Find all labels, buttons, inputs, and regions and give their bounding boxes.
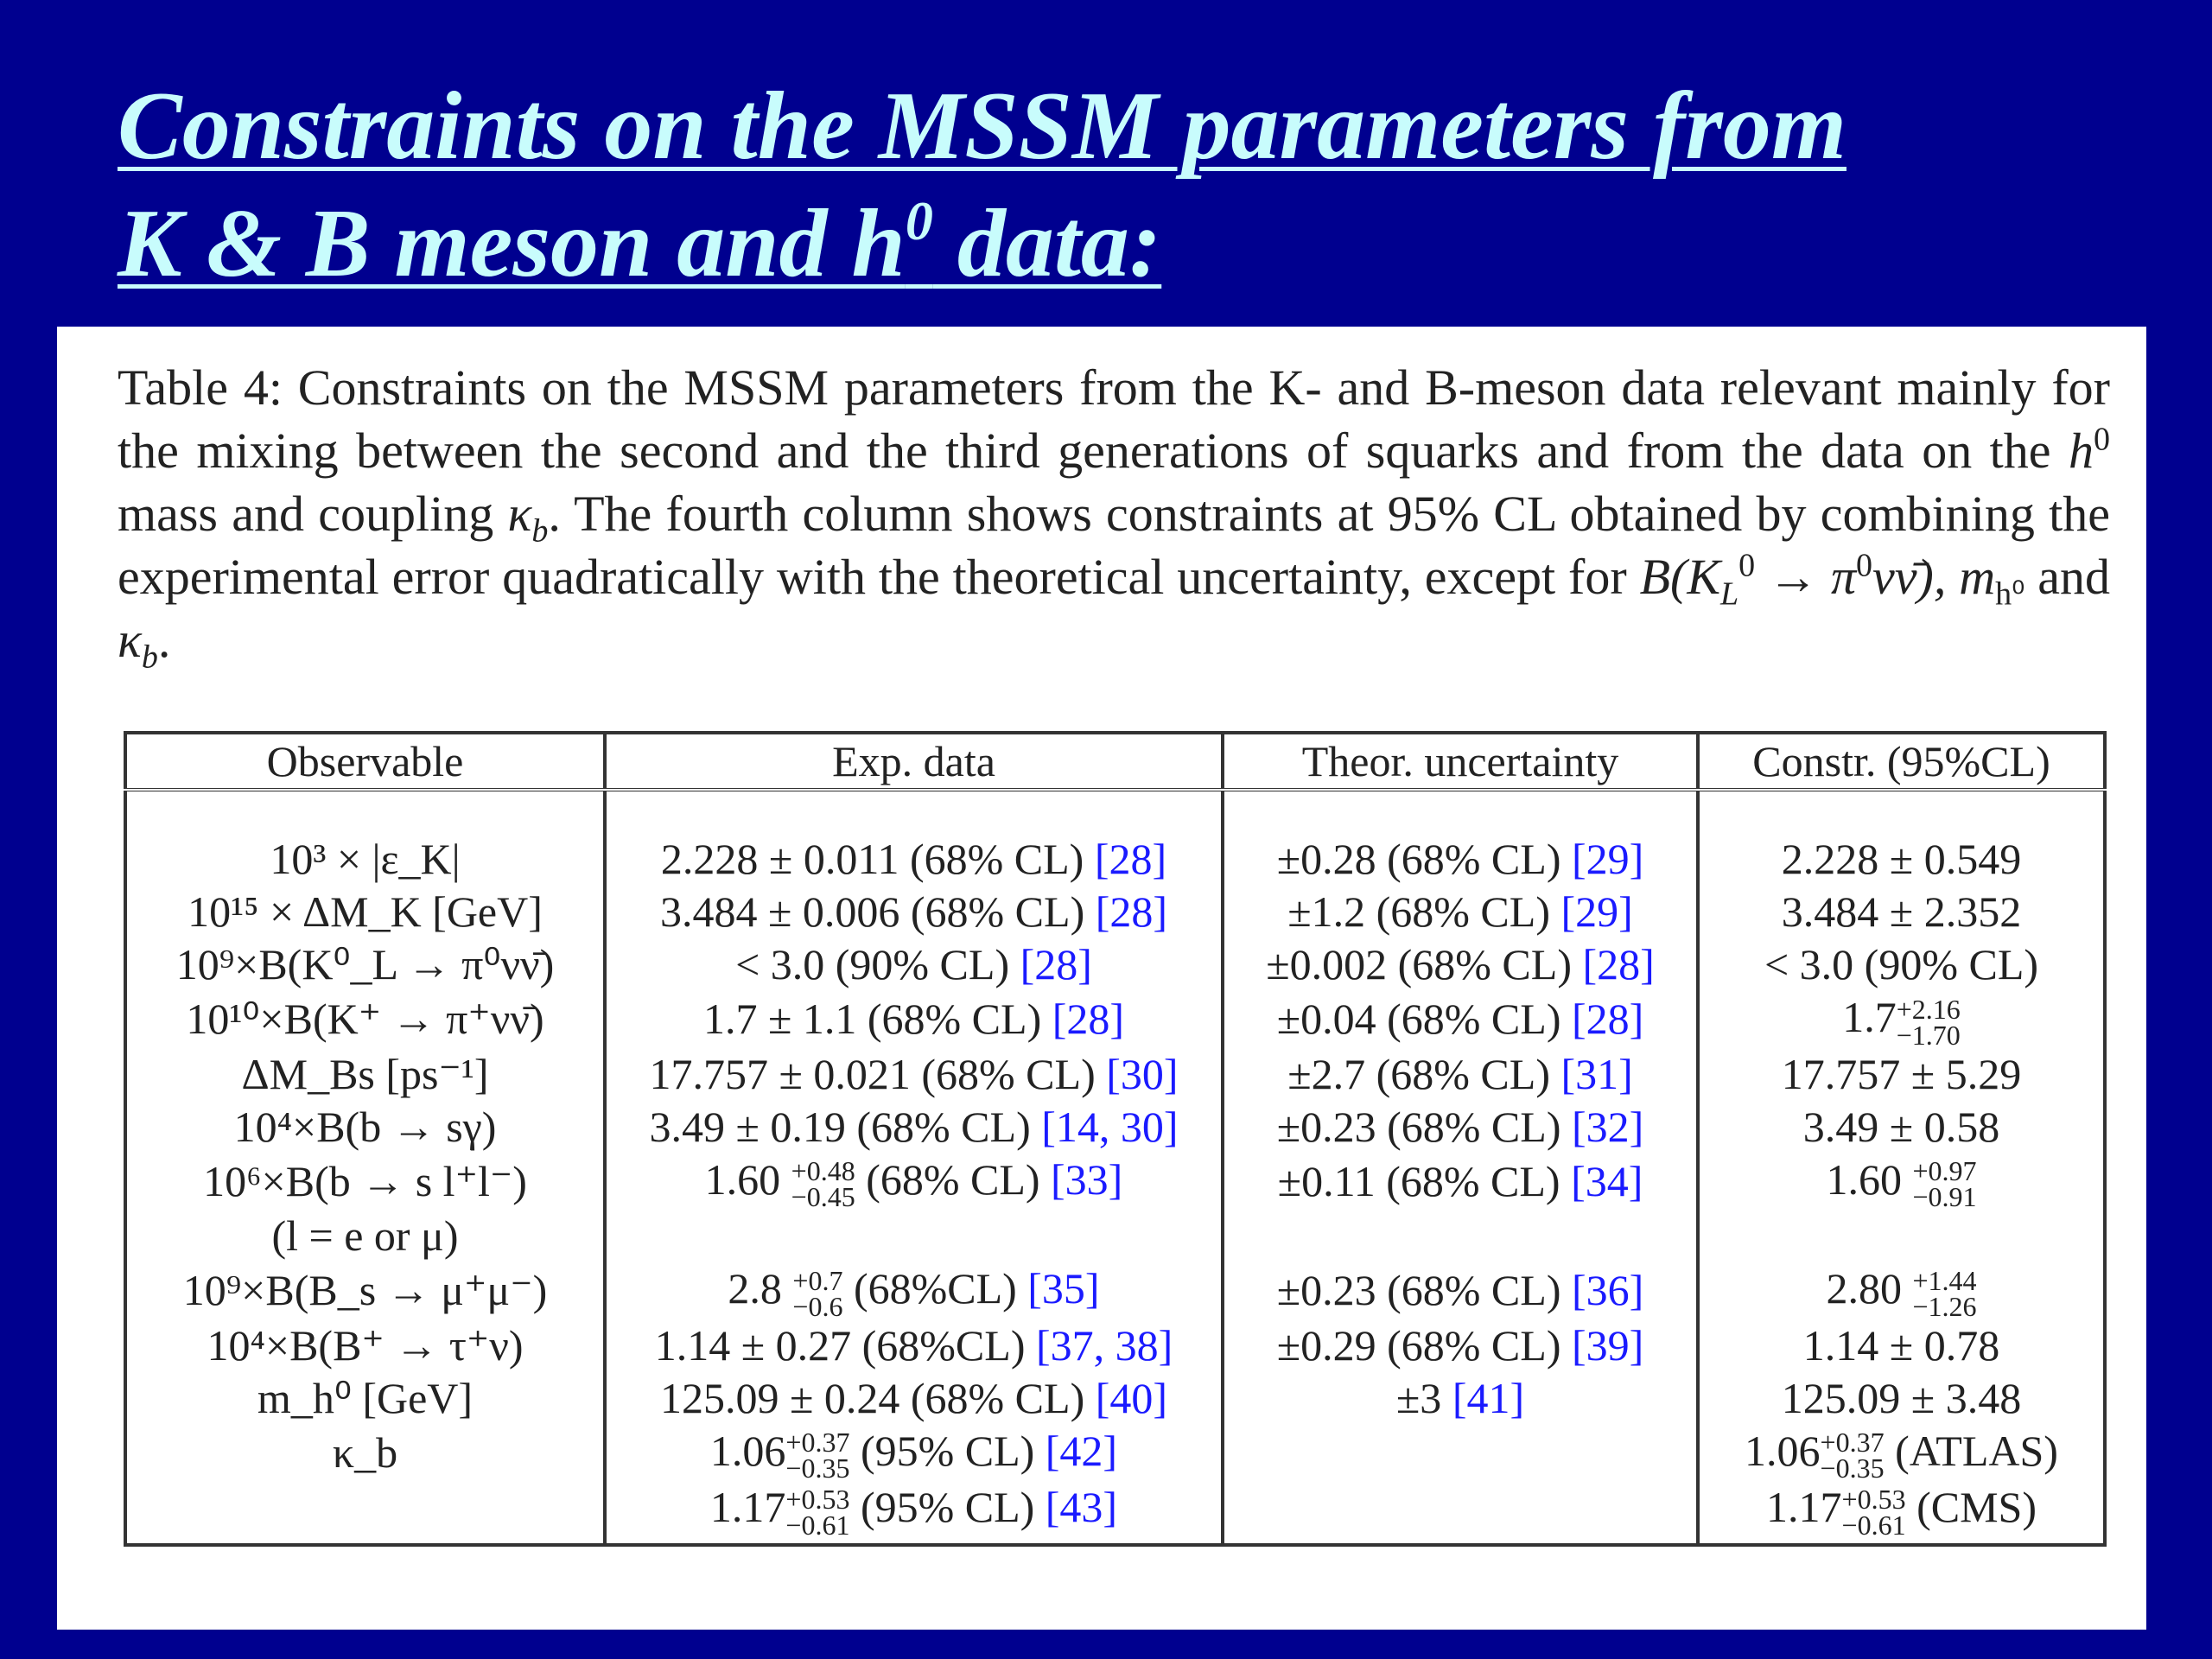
citation-link[interactable]: [31] [1560,1049,1633,1098]
constraints-table [124,731,2107,1547]
slide-title [118,67,1847,302]
value-main: 1.17 [709,1483,786,1532]
value-text: 1.7 ± 1.1 (68% CL) [702,995,1052,1044]
cell-exp-data [605,1210,1223,1262]
cell-constraint [1698,938,2105,991]
table-row [125,1048,2105,1101]
cell-observable: 10⁶×B(b → s l⁺l⁻) [125,1154,605,1211]
cell-constraint [1698,1262,2105,1322]
error-down: −1.26 [1912,1290,1977,1322]
col-header-theor-uncertainty: Theor. uncertainty [1223,733,1698,790]
citation-link[interactable]: [28] [1095,887,1168,936]
value-text: ±2.7 (68% CL) [1287,1049,1561,1098]
cell-theor-uncertainty [1223,1101,1698,1154]
cell-observable: m_h⁰ [GeV] [125,1372,605,1425]
value-text: ±0.23 (68% CL) [1276,1266,1572,1315]
table-row [125,1210,2105,1262]
value-tail: (68%CL) [842,1264,1028,1313]
value-text: 125.09 ± 3.48 [1781,1373,2022,1422]
value-main: 1.17 [1766,1483,1842,1532]
error-up: +1.44 [1912,1264,1977,1296]
table-row [125,1319,2105,1372]
title-line-2: K & B meson and $h^0$ data: [118,190,1162,297]
table-header-row [125,733,2105,790]
value-text: ±0.11 (68% CL) [1277,1156,1572,1205]
citation-link[interactable]: [40] [1095,1373,1168,1422]
cell-observable: (l = e or μ) [125,1210,605,1262]
value-text: ±0.28 (68% CL) [1276,835,1572,883]
value-text: ±0.04 (68% CL) [1276,995,1572,1044]
cell-observable [125,1481,605,1545]
value-text: 2.228 ± 0.011 (68% CL) [660,835,1095,883]
cell-constraint [1698,1372,2105,1425]
cell-constraint [1698,1048,2105,1101]
error-up: +2.16 [1896,993,1961,1025]
cell-exp-data [605,1425,1223,1482]
asym-error [1912,1155,1977,1213]
cell-exp-data [605,1372,1223,1425]
value-main: 2.80 [1826,1264,1913,1313]
cell-observable: 10⁴×B(B⁺ → τ⁺ν) [125,1319,605,1372]
citation-link[interactable]: [29] [1571,835,1644,883]
value-text: < 3.0 (90% CL) [1764,940,2039,988]
cell-theor-uncertainty [1223,1210,1698,1262]
citation-link[interactable]: [28] [1582,940,1655,988]
cell-exp-data [605,833,1223,886]
citation-link[interactable]: [34] [1571,1156,1643,1205]
table-row [125,886,2105,938]
table-row [125,1262,2105,1319]
table-caption: Table 4: Constraints on the MSSM parameters from the K- and B-meson data relevant mainly for the mixing between the second and the third generations of squarks and from the data on the $h^0$ mass and coupling $\kappa_b$. The fourth column shows constraints at 95% CL obtained by combining the experimental error quadratically with the theoretical uncertainty, except for $B(K_L^0$ → $\pi^0\nu\nū$), $m_{h^0}$ and $\kappa_b$. [118,359,2110,676]
citation-link[interactable]: [32] [1571,1102,1644,1151]
citation-link[interactable]: [28] [1052,995,1125,1044]
cell-constraint [1698,1319,2105,1372]
citation-link[interactable]: [36] [1571,1266,1644,1315]
citation-link[interactable]: [28] [1094,835,1167,883]
error-down: −0.61 [1841,1509,1906,1541]
cell-theor-uncertainty [1223,1262,1698,1319]
cell-exp-data [605,938,1223,991]
table-row [125,991,2105,1048]
cell-exp-data [605,1481,1223,1545]
cell-constraint [1698,1154,2105,1211]
error-up: +0.7 [792,1264,843,1296]
title-line-1: Constraints on the MSSM parameters from [118,73,1847,180]
cell-theor-uncertainty [1223,833,1698,886]
error-up: +0.37 [1820,1427,1885,1459]
cell-exp-data [605,886,1223,938]
value-main: 2.8 [728,1264,793,1313]
value-text: ±3 [1395,1373,1452,1422]
cell-constraint [1698,833,2105,886]
asym-error [1896,993,1961,1051]
citation-link[interactable]: [43] [1045,1483,1118,1532]
cell-theor-uncertainty [1223,886,1698,938]
error-down: −0.45 [791,1181,855,1213]
asym-error [1841,1483,1906,1541]
col-header-observable: Observable [125,733,605,790]
error-down: −0.35 [785,1452,850,1484]
value-text: < 3.0 (90% CL) [735,940,1020,988]
citation-link[interactable]: [42] [1045,1426,1118,1475]
citation-link[interactable]: [29] [1560,887,1633,936]
value-main: 1.7 [1842,993,1897,1041]
value-main: 1.06 [709,1426,786,1475]
value-text: 3.484 ± 0.006 (68% CL) [659,887,1096,936]
cell-theor-uncertainty [1223,991,1698,1048]
cell-constraint [1698,1210,2105,1262]
citation-link[interactable]: [39] [1571,1320,1644,1370]
citation-link[interactable]: [28] [1020,940,1092,988]
asym-error [1820,1427,1885,1484]
value-text: ±0.002 (68% CL) [1266,940,1583,988]
error-down: −0.35 [1820,1452,1885,1484]
citation-link[interactable]: [41] [1452,1373,1525,1422]
col-header-constraint: Constr. (95%CL) [1698,733,2105,790]
value-tail: (95% CL) [849,1483,1046,1532]
citation-link[interactable]: [30] [1106,1049,1179,1098]
table-row [125,1481,2105,1545]
value-text: ±1.2 (68% CL) [1287,887,1561,936]
error-down: −0.6 [792,1290,843,1322]
error-up: +0.53 [1841,1483,1906,1515]
citation-link[interactable]: [35] [1027,1264,1100,1313]
citation-link[interactable]: [33] [1051,1154,1123,1204]
table-row [125,833,2105,886]
value-tail: (95% CL) [849,1426,1046,1475]
value-main: 1.06 [1745,1426,1821,1475]
cell-constraint [1698,886,2105,938]
cell-exp-data [605,1262,1223,1322]
cell-theor-uncertainty [1223,1154,1698,1211]
spacer-row [125,790,2105,833]
value-tail: (CMS) [1905,1483,2037,1532]
cell-constraint [1698,991,2105,1051]
error-up: +0.53 [785,1483,850,1515]
value-text: 1.14 ± 0.27 (68%CL) [654,1320,1036,1370]
cell-observable: 10⁹×B(B_s → μ⁺μ⁻) [125,1262,605,1319]
value-text: ±0.29 (68% CL) [1276,1320,1572,1370]
citation-link[interactable]: [37, 38] [1035,1320,1173,1370]
cell-theor-uncertainty [1223,1481,1698,1545]
cell-theor-uncertainty [1223,1425,1698,1482]
cell-constraint [1698,1481,2105,1545]
error-down: −0.91 [1912,1181,1977,1213]
asym-error [785,1427,850,1484]
asym-error [792,1264,843,1322]
value-text: ±0.23 (68% CL) [1276,1102,1572,1151]
cell-observable: 10⁴×B(b → sγ) [125,1101,605,1154]
cell-exp-data [605,1154,1223,1211]
citation-link[interactable]: [14, 30] [1041,1102,1179,1151]
cell-theor-uncertainty [1223,1048,1698,1101]
value-text: 17.757 ± 5.29 [1781,1049,2022,1098]
cell-constraint [1698,1101,2105,1154]
asym-error [1912,1264,1977,1322]
value-main: 1.60 [704,1154,791,1204]
cell-observable: 10¹⁰×B(K⁺ → π⁺νν̄) [125,991,605,1048]
value-text: 3.49 ± 0.19 (68% CL) [649,1102,1042,1151]
error-up: +0.97 [1912,1155,1977,1187]
table-row [125,1154,2105,1211]
table-row [125,1101,2105,1154]
table-panel [57,327,2146,1630]
value-text: 125.09 ± 0.24 (68% CL) [659,1373,1096,1422]
error-up: +0.48 [791,1155,855,1187]
cell-observable: ΔM_Bs [ps⁻¹] [125,1048,605,1101]
error-down: −0.61 [785,1509,850,1541]
value-text: 3.484 ± 2.352 [1781,887,2022,936]
cell-observable: 10¹⁵ × ΔM_K [GeV] [125,886,605,938]
table-row [125,1372,2105,1425]
value-text: 1.14 ± 0.78 [1802,1320,2000,1370]
cell-observable: κ_b [125,1425,605,1482]
value-tail: (ATLAS) [1884,1426,2058,1475]
value-tail: (68% CL) [855,1154,1052,1204]
table-body [125,790,2105,1545]
cell-exp-data [605,1048,1223,1101]
cell-exp-data [605,1101,1223,1154]
cell-exp-data [605,1319,1223,1372]
table-row [125,1425,2105,1482]
cell-theor-uncertainty [1223,938,1698,991]
error-down: −1.70 [1896,1019,1961,1051]
value-text: 17.757 ± 0.021 (68% CL) [649,1049,1107,1098]
cell-observable: 10⁹×B(K⁰_L → π⁰νν̄) [125,938,605,991]
value-text: 3.49 ± 0.58 [1802,1102,2000,1151]
cell-observable: 10³ × |ε_K| [125,833,605,886]
col-header-exp-data: Exp. data [605,733,1223,790]
asym-error [785,1483,850,1541]
asym-error [791,1155,855,1213]
error-up: +0.37 [785,1427,850,1459]
value-text: 2.228 ± 0.549 [1781,835,2022,883]
table-row [125,938,2105,991]
cell-theor-uncertainty [1223,1372,1698,1425]
value-main: 1.60 [1826,1154,1913,1204]
cell-exp-data [605,991,1223,1048]
cell-constraint [1698,1425,2105,1482]
cell-theor-uncertainty [1223,1319,1698,1372]
citation-link[interactable]: [28] [1571,995,1644,1044]
